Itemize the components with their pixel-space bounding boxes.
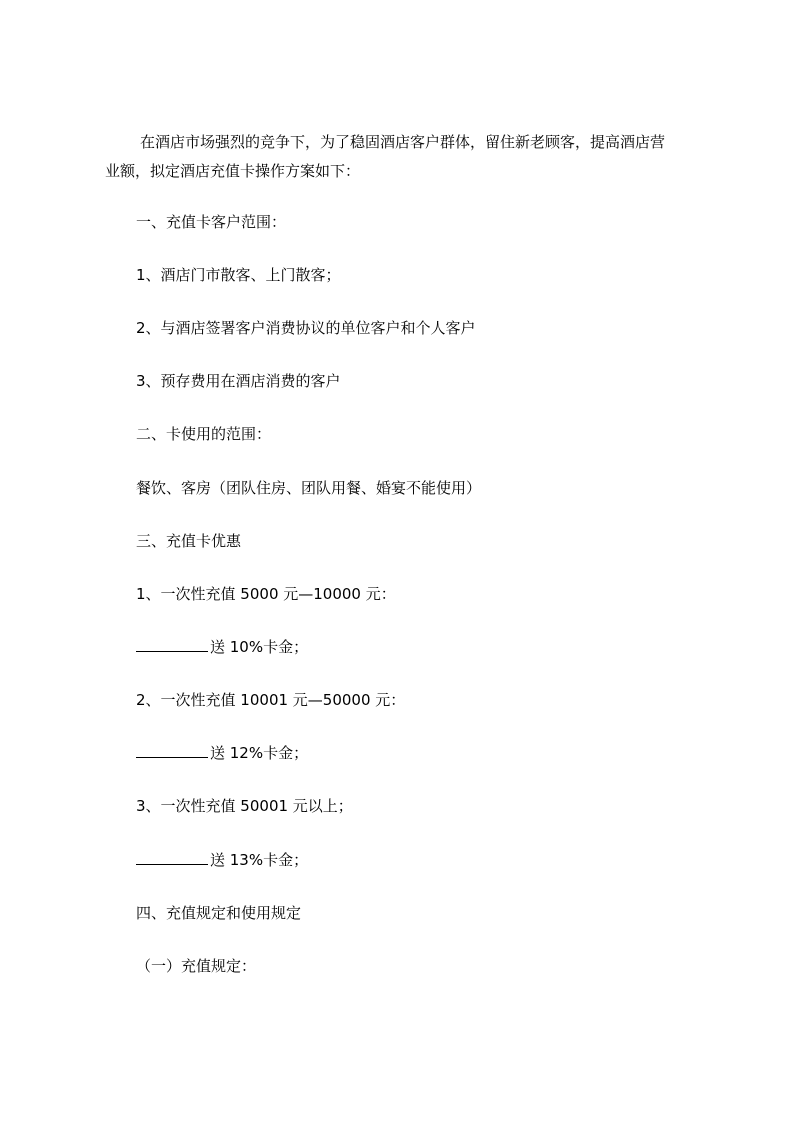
section1-item-1: 1、酒店门市散客、上门散客； <box>136 266 341 284</box>
intro-paragraph <box>105 128 716 186</box>
subsection1-heading: （一）充值规定： <box>136 957 257 975</box>
tier3-condition: 3、一次性充值 50001 元以上； <box>136 797 353 815</box>
blank-underline <box>136 849 208 865</box>
tier3-bonus: 送 13%卡金； <box>210 851 309 869</box>
tier1-bonus: 送 10%卡金； <box>210 638 309 656</box>
section2-text: 餐饮、客房（团队住房、团队用餐、婚宴不能使用） <box>136 479 482 497</box>
section2-heading: 二、卡使用的范围： <box>136 425 272 443</box>
tier2-bonus-row <box>136 742 308 764</box>
intro-line-2: 业额，拟定酒店充值卡操作方案如下： <box>105 162 361 180</box>
intro-line-1: 在酒店市场强烈的竞争下，为了稳固酒店客户群体，留住新老顾客，提高酒店营 <box>140 133 666 151</box>
section1-item-3: 3、预存费用在酒店消费的客户 <box>136 372 341 390</box>
blank-underline <box>136 636 208 652</box>
section3-heading: 三、充值卡优惠 <box>136 532 242 550</box>
section4-heading: 四、充值规定和使用规定 <box>136 904 302 922</box>
tier1-bonus-row <box>136 636 308 658</box>
tier3-bonus-row <box>136 849 308 871</box>
section1-item-2: 2、与酒店签署客户消费协议的单位客户和个人客户 <box>136 319 476 337</box>
blank-underline <box>136 742 208 758</box>
tier1-condition: 1、一次性充值 5000 元—10000 元： <box>136 585 396 603</box>
tier2-bonus: 送 12%卡金； <box>210 744 309 762</box>
tier2-condition: 2、一次性充值 10001 元—50000 元： <box>136 691 406 709</box>
section1-heading: 一、充值卡客户范围： <box>136 213 287 231</box>
